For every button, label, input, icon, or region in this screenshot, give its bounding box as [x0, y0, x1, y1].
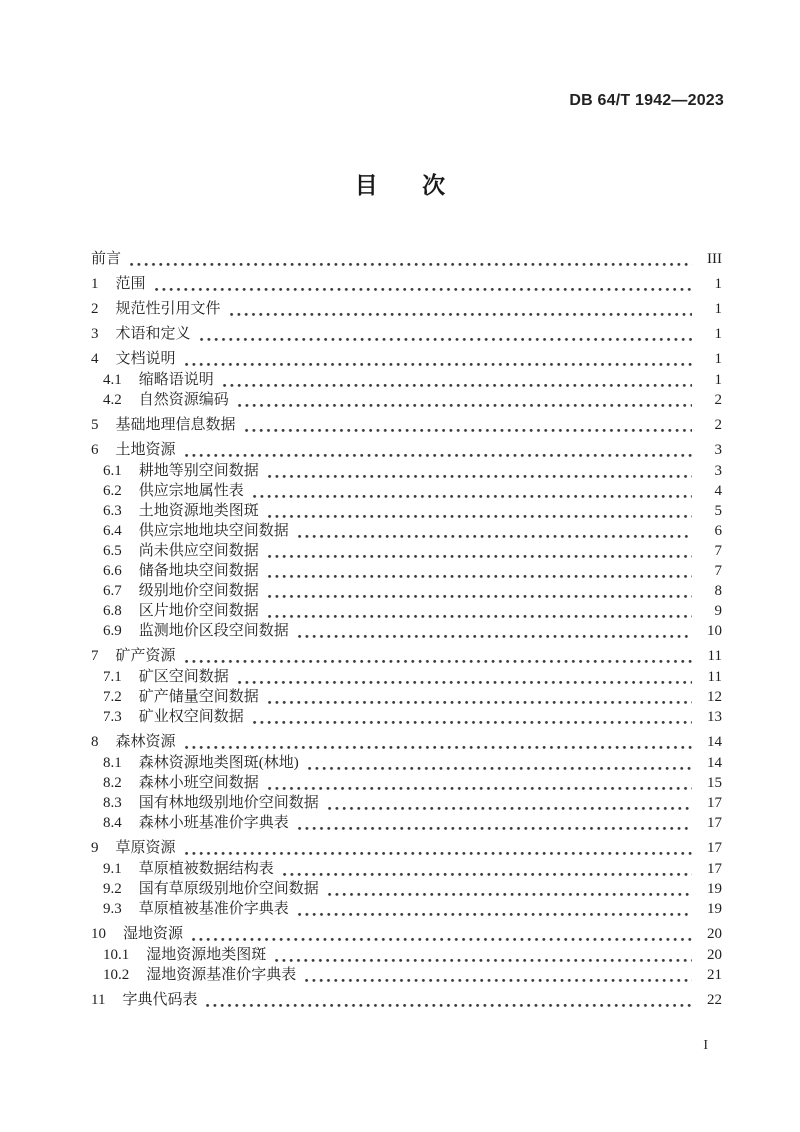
toc-entry-page: 22: [707, 992, 722, 1008]
toc-entry[interactable]: [103, 946, 722, 965]
toc-entry-number: 6.9: [103, 623, 122, 639]
leader-dots: [185, 453, 692, 458]
toc-entry-number: 8.4: [103, 815, 122, 831]
toc-entry-number: 2: [91, 301, 99, 317]
toc-entry[interactable]: [103, 371, 722, 390]
toc-entry-number: 9.2: [103, 881, 122, 897]
toc-entry[interactable]: [91, 733, 722, 752]
toc-entry-label: 前言: [91, 251, 122, 267]
toc-entry-page: 17: [707, 840, 722, 856]
toc-entry-label: 区片地价空间数据: [138, 603, 259, 619]
toc-entry[interactable]: [103, 860, 722, 879]
leader-dots: [185, 851, 692, 856]
toc-entry-number: 1: [91, 276, 99, 292]
toc-entry-label: 文档说明: [115, 351, 176, 367]
toc-entry[interactable]: [91, 250, 722, 269]
toc-entry[interactable]: [91, 325, 722, 344]
toc-entry-label: 矿产储量空间数据: [138, 689, 259, 705]
toc-entry-page: 9: [714, 603, 722, 619]
leader-dots: [268, 594, 692, 599]
toc-entry-number: 8.1: [103, 755, 122, 771]
toc-entry-number: 9.3: [103, 901, 122, 917]
toc-entry[interactable]: [103, 522, 722, 541]
toc-entry-page: 20: [707, 926, 722, 942]
toc-entry-label: 供应宗地地块空间数据: [138, 523, 289, 539]
toc-entry-number: 6.2: [103, 483, 122, 499]
toc-entry-number: 4.2: [103, 392, 122, 408]
toc-entry[interactable]: [91, 991, 722, 1010]
leader-dots: [268, 786, 692, 791]
toc-entry-label: 森林资源地类图斑(林地): [138, 755, 299, 771]
leader-dots: [298, 912, 692, 917]
toc-entry-number: 6: [91, 442, 99, 458]
toc-entry[interactable]: [103, 794, 722, 813]
toc-entry-number: 6.1: [103, 463, 122, 479]
toc-entry-label: 国有林地级别地价空间数据: [138, 795, 319, 811]
toc-entry-page: 19: [707, 901, 722, 917]
toc-entry-label: 矿区空间数据: [138, 669, 229, 685]
toc-entry-page: 17: [707, 795, 722, 811]
leader-dots: [185, 659, 692, 664]
toc-entry-label: 监测地价区段空间数据: [138, 623, 289, 639]
toc-entry-label: 湿地资源: [123, 926, 184, 942]
toc-entry-page: 11: [707, 648, 722, 664]
toc-entry-page: 2: [714, 392, 722, 408]
leader-dots: [268, 554, 692, 559]
leader-dots: [155, 287, 692, 292]
toc-entry[interactable]: [91, 300, 722, 319]
toc-entry-number: 10.1: [103, 947, 130, 963]
leader-dots: [268, 574, 692, 579]
toc-entry-number: 6.3: [103, 503, 122, 519]
toc-entry-page: 5: [714, 503, 722, 519]
toc-entry[interactable]: [103, 814, 722, 833]
leader-dots: [238, 680, 692, 685]
toc-entry-number: 6.6: [103, 563, 122, 579]
toc-entry[interactable]: [103, 482, 722, 501]
toc-entry-label: 草原资源: [115, 840, 176, 856]
toc-entry[interactable]: [103, 562, 722, 581]
toc-entry-number: 8.3: [103, 795, 122, 811]
toc-entry-label: 耕地等别空间数据: [138, 463, 259, 479]
toc-entry[interactable]: [103, 542, 722, 561]
toc-entry-page: 1: [714, 276, 722, 292]
toc-entry[interactable]: [103, 688, 722, 707]
page-number: I: [703, 1038, 708, 1053]
toc-entry-page: 7: [714, 563, 722, 579]
toc-entry-page: 11: [707, 669, 722, 685]
toc-entry-page: 14: [707, 734, 722, 750]
toc-entry-label: 范围: [115, 276, 146, 292]
toc-entry-number: 6.4: [103, 523, 122, 539]
toc-entry-label: 森林小班空间数据: [138, 775, 259, 791]
toc-entry-label: 尚未供应空间数据: [138, 543, 259, 559]
toc-entry-label: 森林资源: [115, 734, 176, 750]
toc-entry-page: 8: [714, 583, 722, 599]
toc-entry-page: 15: [707, 775, 722, 791]
toc-entry-page: 4: [714, 483, 722, 499]
page-title: 目 次: [354, 172, 446, 198]
toc-entry-number: 7.3: [103, 709, 122, 725]
toc-entry-number: 6.7: [103, 583, 122, 599]
table-of-contents: [91, 244, 722, 1012]
toc-entry-page: 13: [707, 709, 722, 725]
leader-dots: [298, 826, 692, 831]
leader-dots: [328, 806, 692, 811]
leader-dots: [308, 766, 692, 771]
toc-entry-label: 储备地块空间数据: [138, 563, 259, 579]
leader-dots: [245, 428, 692, 433]
leader-dots: [192, 937, 692, 942]
toc-entry[interactable]: [103, 502, 722, 521]
leader-dots: [253, 720, 692, 725]
toc-entry-label: 术语和定义: [115, 326, 191, 342]
toc-entry-label: 缩略语说明: [138, 372, 214, 388]
leader-dots: [298, 634, 692, 639]
toc-entry-number: 6.8: [103, 603, 122, 619]
toc-entry-label: 湿地资源地类图斑: [146, 947, 267, 963]
leader-dots: [230, 312, 692, 317]
toc-entry-number: 4.1: [103, 372, 122, 388]
toc-entry-label: 湿地资源基准价字典表: [146, 967, 297, 983]
toc-entry[interactable]: [103, 708, 722, 727]
toc-entry-label: 草原植被基准价字典表: [138, 901, 289, 917]
toc-entry-number: 4: [91, 351, 99, 367]
toc-entry-number: 9.1: [103, 861, 122, 877]
toc-entry[interactable]: [103, 622, 722, 641]
toc-entry-label: 自然资源编码: [138, 392, 229, 408]
leader-dots: [185, 745, 692, 750]
leader-dots: [283, 872, 692, 877]
leader-dots: [268, 614, 692, 619]
standard-number: DB 64/T 1942—2023: [569, 92, 724, 109]
leader-dots: [238, 403, 692, 408]
toc-entry-page: 14: [707, 755, 722, 771]
toc-entry-page: 1: [714, 372, 722, 388]
toc-entry[interactable]: [103, 754, 722, 773]
toc-entry-label: 草原植被数据结构表: [138, 861, 274, 877]
leader-dots: [268, 700, 692, 705]
toc-entry[interactable]: [103, 880, 722, 899]
toc-entry-number: 8: [91, 734, 99, 750]
leader-dots: [328, 892, 692, 897]
leader-dots: [275, 958, 692, 963]
toc-entry-page: 6: [714, 523, 722, 539]
toc-entry[interactable]: [91, 441, 722, 460]
leader-dots: [253, 494, 692, 499]
toc-entry-number: 3: [91, 326, 99, 342]
toc-entry[interactable]: [91, 925, 722, 944]
leader-dots: [305, 978, 692, 983]
toc-entry-page: 3: [714, 442, 722, 458]
toc-entry[interactable]: [91, 839, 722, 858]
toc-entry[interactable]: [91, 647, 722, 666]
toc-entry-page: 20: [707, 947, 722, 963]
toc-entry[interactable]: [103, 582, 722, 601]
toc-entry-label: 字典代码表: [122, 992, 198, 1008]
toc-entry-page: 3: [714, 463, 722, 479]
leader-dots: [130, 262, 692, 267]
toc-entry-page: 1: [714, 326, 722, 342]
toc-entry-page: 12: [707, 689, 722, 705]
toc-entry-number: 7.2: [103, 689, 122, 705]
toc-entry-label: 矿产资源: [115, 648, 176, 664]
toc-entry-page: 10: [707, 623, 722, 639]
toc-entry-page: III: [707, 251, 722, 267]
toc-entry-label: 供应宗地属性表: [138, 483, 244, 499]
leader-dots: [268, 514, 692, 519]
toc-entry-number: 10: [91, 926, 106, 942]
toc-entry-number: 7: [91, 648, 99, 664]
leader-dots: [223, 383, 692, 388]
toc-entry[interactable]: [91, 275, 722, 294]
toc-entry-page: 1: [714, 301, 722, 317]
leader-dots: [185, 362, 692, 367]
toc-entry-number: 5: [91, 417, 99, 433]
toc-entry-number: 7.1: [103, 669, 122, 685]
toc-entry[interactable]: [103, 391, 722, 410]
toc-entry[interactable]: [103, 462, 722, 481]
toc-entry[interactable]: [103, 668, 722, 687]
toc-entry-page: 2: [714, 417, 722, 433]
toc-entry-number: 11: [91, 992, 106, 1008]
toc-entry[interactable]: [91, 416, 722, 435]
toc-entry-page: 1: [714, 351, 722, 367]
toc-entry-page: 17: [707, 815, 722, 831]
leader-dots: [298, 534, 692, 539]
toc-entry-number: 6.5: [103, 543, 122, 559]
toc-entry-label: 森林小班基准价字典表: [138, 815, 289, 831]
leader-dots: [268, 474, 692, 479]
toc-entry-number: 10.2: [103, 967, 130, 983]
toc-entry-label: 规范性引用文件: [115, 301, 221, 317]
toc-entry-label: 土地资源: [115, 442, 176, 458]
toc-entry[interactable]: [103, 602, 722, 621]
toc-entry-label: 矿业权空间数据: [138, 709, 244, 725]
toc-entry-number: 8.2: [103, 775, 122, 791]
toc-entry-page: 21: [707, 967, 722, 983]
toc-entry[interactable]: [103, 774, 722, 793]
leader-dots: [206, 1003, 692, 1008]
toc-entry-number: 9: [91, 840, 99, 856]
toc-entry-page: 7: [714, 543, 722, 559]
toc-entry[interactable]: [103, 900, 722, 919]
leader-dots: [200, 337, 692, 342]
toc-entry-label: 国有草原级别地价空间数据: [138, 881, 319, 897]
toc-entry-label: 基础地理信息数据: [115, 417, 236, 433]
toc-entry-page: 19: [707, 881, 722, 897]
toc-entry-label: 土地资源地类图斑: [138, 503, 259, 519]
toc-entry-page: 17: [707, 861, 722, 877]
toc-entry-label: 级别地价空间数据: [138, 583, 259, 599]
toc-entry[interactable]: [103, 966, 722, 985]
toc-entry[interactable]: [91, 350, 722, 369]
